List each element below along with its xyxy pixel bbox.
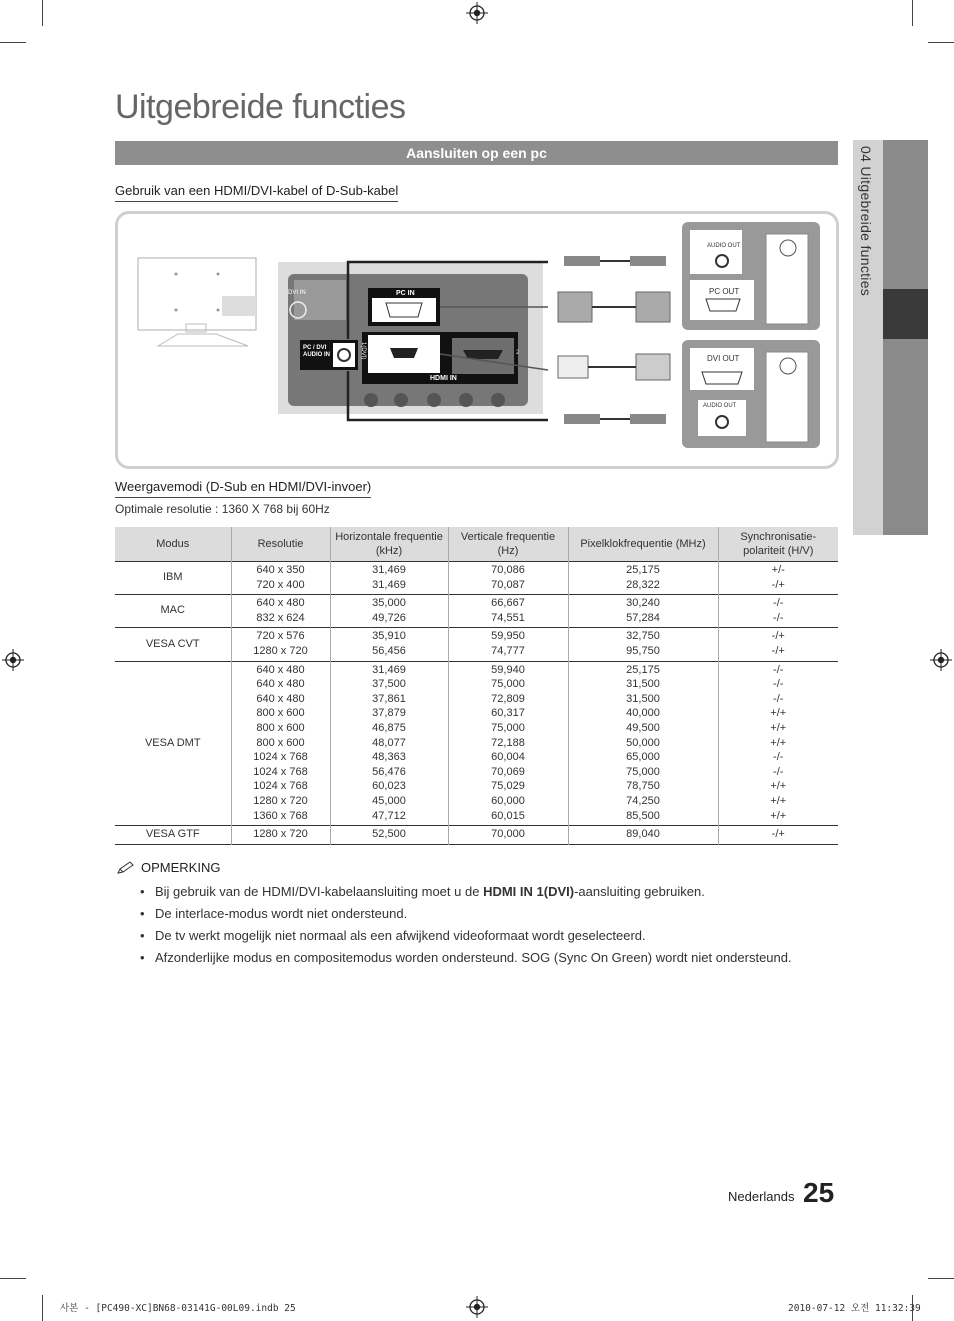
resolution-cell (231, 628, 330, 661)
cell-value: -/- (773, 765, 784, 778)
pc2-dvi-out-label: DVI OUT (707, 354, 740, 363)
cell-value: VESA DMT (144, 736, 201, 749)
cell-value: 48,077 (372, 736, 406, 749)
tv-back-icon (138, 258, 256, 346)
registration-mark-icon (2, 649, 24, 671)
cell-value: 74,250 (626, 794, 660, 807)
vfreq-cell (448, 628, 568, 661)
cell-value: -/- (773, 692, 784, 705)
cell-value: 78,750 (626, 780, 660, 793)
cell-value: 31,469 (372, 578, 406, 591)
cell-value: 28,322 (626, 578, 660, 591)
cell-value: 49,726 (372, 611, 406, 624)
cell-value: +/+ (770, 707, 787, 720)
tv-pc-dvi-audio-label: PC / DVI AUDIO IN (303, 345, 330, 358)
list-item: • Afzonderlijke modus en compositemodus worden ondersteund. SOG (Sync On Green) wordt niet ondersteund. (140, 947, 840, 969)
cell-value: 40,000 (626, 707, 660, 720)
vfreq-cell (448, 595, 568, 628)
pc2-audio-out-label: AUDIO OUT (703, 403, 737, 409)
cell-value: 640 x 480 (256, 663, 305, 676)
cell-value: -/+ (771, 630, 785, 643)
header-hfreq: Horizontale frequentie (kHz) (330, 527, 448, 562)
tv-dvi-in-label: DVI IN (288, 290, 306, 296)
cell-value: 30,240 (626, 597, 660, 610)
list-item: • Bij gebruik van de HDMI/DVI-kabelaansluiting moet u de HDMI IN 1(DVI)-aansluiting gebruiken. (140, 881, 840, 903)
connection-diagram-illustration (118, 214, 836, 466)
cell-value: -/+ (771, 578, 785, 591)
pixclk-cell (568, 826, 718, 845)
hfreq-cell (330, 826, 448, 845)
registration-mark-icon (930, 649, 952, 671)
cell-value: 75,000 (491, 721, 525, 734)
optimal-resolution: Optimale resolutie : 1360 X 768 bij 60Hz (115, 502, 330, 516)
cell-value: 70,086 (491, 564, 525, 576)
cell-value: 59,950 (491, 630, 525, 643)
side-tab-marker (883, 289, 928, 339)
display-modes-table (115, 527, 838, 845)
header-mode: Modus (115, 527, 231, 562)
cell-value: 75,000 (491, 678, 525, 691)
pixclk-cell (568, 661, 718, 826)
cell-value: 49,500 (626, 721, 660, 734)
cell-value: 60,015 (491, 809, 525, 822)
cell-value: 31,469 (372, 663, 406, 676)
modes-subheading: Weergavemodi (D-Sub en HDMI/DVI-invoer) (115, 479, 371, 498)
page-title: Uitgebreide functies (115, 88, 406, 126)
resolution-cell (231, 562, 330, 595)
pc1-audio-out-label: AUDIO OUT (707, 243, 741, 249)
crop-mark (0, 42, 26, 43)
vfreq-cell (448, 661, 568, 826)
section-title: Aansluiten op een pc (115, 141, 838, 165)
cell-value: 70,069 (491, 765, 525, 778)
sync-cell (718, 661, 838, 826)
mode-cell (115, 628, 231, 661)
cell-value: 60,023 (372, 780, 406, 793)
cell-value: 60,317 (491, 707, 525, 720)
cell-value: -/- (773, 678, 784, 691)
cell-value: 31,500 (626, 678, 660, 691)
note-heading (117, 860, 220, 875)
cell-value: +/+ (770, 809, 787, 822)
cell-value: 1280 x 720 (253, 794, 308, 807)
tv-hdmi-in-label: HDMI IN (430, 375, 457, 382)
side-tab-label: 04 Uitgebreide functies (858, 146, 874, 297)
cell-value: 72,809 (491, 692, 525, 705)
header-vfreq: Verticale frequentie (Hz) (448, 527, 568, 562)
resolution-cell (231, 661, 330, 826)
cell-value: 85,500 (626, 809, 660, 822)
cell-value: IBM (162, 571, 183, 584)
cell-value: -/- (773, 597, 784, 610)
crop-mark (42, 0, 43, 26)
cell-value: +/- (771, 564, 785, 576)
cell-value: 800 x 600 (256, 707, 305, 720)
cell-value: 95,750 (626, 644, 660, 657)
cell-value: 800 x 600 (256, 721, 305, 734)
hfreq-cell (330, 562, 448, 595)
list-item: • De tv werkt mogelijk niet normaal als een afwijkend videoformaat wordt geselecteerd. (140, 925, 840, 947)
cell-value: 74,551 (491, 611, 525, 624)
sync-cell (718, 826, 838, 845)
note-list (140, 881, 840, 969)
crop-mark (928, 1278, 954, 1279)
cell-value: 640 x 480 (256, 678, 305, 691)
cell-value: 70,087 (491, 578, 525, 591)
vfreq-cell (448, 562, 568, 595)
hfreq-cell (330, 661, 448, 826)
table-header-row (115, 527, 838, 562)
cell-value: -/- (773, 663, 784, 676)
table-row (115, 826, 838, 845)
connection-diagram (115, 211, 839, 469)
cell-value: 37,500 (372, 678, 406, 691)
crop-mark (912, 0, 913, 26)
cell-value: -/- (773, 611, 784, 624)
cell-value: VESA CVT (145, 637, 200, 650)
tv-hdmi-port-1-label: 1(DVI) (360, 342, 366, 360)
registration-mark-icon (466, 1296, 488, 1318)
pixclk-cell (568, 562, 718, 595)
cell-value: 60,004 (491, 751, 525, 764)
cell-value: 75,029 (491, 780, 525, 793)
cell-value: 800 x 600 (256, 736, 305, 749)
pencil-icon (117, 861, 135, 875)
table-row (115, 595, 838, 628)
footer-language: Nederlands (728, 1189, 795, 1204)
cell-value: 45,000 (372, 794, 406, 807)
cell-value: 720 x 576 (256, 630, 305, 643)
header-pixclk: Pixelklokfrequentie (MHz) (568, 527, 718, 562)
cell-value: +/+ (770, 794, 787, 807)
registration-mark-icon (466, 2, 488, 24)
cell-value: 1360 x 768 (253, 809, 308, 822)
mode-cell (115, 826, 231, 845)
pc1-pc-out-label: PC OUT (709, 287, 740, 296)
cell-value: VESA GTF (145, 828, 200, 841)
cell-value: 32,750 (626, 630, 660, 643)
note-heading-label: OPMERKING (141, 860, 221, 875)
hfreq-cell (330, 628, 448, 661)
hdmi-in-dvi-term: HDMI IN 1(DVI) (483, 884, 575, 899)
cell-value: 57,284 (626, 611, 660, 624)
sync-cell (718, 628, 838, 661)
resolution-cell (231, 595, 330, 628)
table-row (115, 628, 838, 661)
connection-subheading: Gebruik van een HDMI/DVI-kabel of D-Sub-kabel (115, 183, 398, 202)
cell-value: 25,175 (626, 564, 660, 576)
cell-value: 640 x 480 (256, 597, 305, 610)
cell-value: +/+ (770, 721, 787, 734)
cell-value: 37,879 (372, 707, 406, 720)
cell-value: 31,469 (372, 564, 406, 576)
cell-value: 640 x 480 (256, 692, 305, 705)
header-sync: Synchronisatie-polariteit (H/V) (718, 527, 838, 562)
cell-value: +/+ (770, 736, 787, 749)
vfreq-cell (448, 826, 568, 845)
mode-cell (115, 661, 231, 826)
cell-value: 70,000 (491, 828, 525, 841)
cell-value: MAC (160, 604, 185, 617)
cell-value: 46,875 (372, 721, 406, 734)
pixclk-cell (568, 595, 718, 628)
cell-value: +/+ (770, 780, 787, 793)
cell-value: -/+ (771, 828, 785, 841)
crop-mark (928, 42, 954, 43)
sync-cell (718, 595, 838, 628)
tv-pc-in-label: PC IN (396, 290, 415, 297)
pixclk-cell (568, 628, 718, 661)
cell-value: 25,175 (626, 663, 660, 676)
mode-cell (115, 562, 231, 595)
cell-value: 72,188 (491, 736, 525, 749)
cell-value: 56,476 (372, 765, 406, 778)
cell-value: 66,667 (491, 597, 525, 610)
crop-mark (0, 1278, 26, 1279)
sync-cell (718, 562, 838, 595)
cell-value: 1024 x 768 (253, 780, 308, 793)
cell-value: 1024 x 768 (253, 751, 308, 764)
table-row (115, 661, 838, 826)
cell-value: 640 x 350 (256, 564, 305, 576)
cell-value: 56,456 (372, 644, 406, 657)
crop-mark (42, 1295, 43, 1321)
header-resolution: Resolutie (231, 527, 330, 562)
cell-value: 31,500 (626, 692, 660, 705)
cell-value: 1280 x 720 (253, 828, 308, 841)
cell-value: -/- (773, 751, 784, 764)
cell-value: 47,712 (372, 809, 406, 822)
mode-cell (115, 595, 231, 628)
cell-value: 35,000 (372, 597, 406, 610)
cell-value: 1024 x 768 (253, 765, 308, 778)
print-slug-right: 2010-07-12 오전 11:32:39 (788, 1303, 921, 1314)
page-number: 25 (803, 1177, 835, 1208)
cell-value: 65,000 (626, 751, 660, 764)
cell-value: 50,000 (626, 736, 660, 749)
tv-hdmi-port-2-label: 2 (516, 350, 520, 356)
cell-value: 74,777 (491, 644, 525, 657)
cell-value: 48,363 (372, 751, 406, 764)
cell-value: -/+ (771, 644, 785, 657)
cell-value: 720 x 400 (256, 578, 305, 591)
cell-value: 832 x 624 (256, 611, 305, 624)
cell-value: 37,861 (372, 692, 406, 705)
print-slug-left: 사본 - [PC490-XC]BN68-03141G-00L09.indb 25 (60, 1303, 296, 1314)
cell-value: 59,940 (491, 663, 525, 676)
cell-value: 35,910 (372, 630, 406, 643)
cell-value: 1280 x 720 (253, 644, 308, 657)
hfreq-cell (330, 595, 448, 628)
list-item: • De interlace-modus wordt niet ondersteund. (140, 903, 840, 925)
cell-value: 60,000 (491, 794, 525, 807)
resolution-cell (231, 826, 330, 845)
cell-value: 89,040 (626, 828, 660, 841)
cell-value: 52,500 (372, 828, 406, 841)
cell-value: 75,000 (626, 765, 660, 778)
table-row (115, 562, 838, 595)
